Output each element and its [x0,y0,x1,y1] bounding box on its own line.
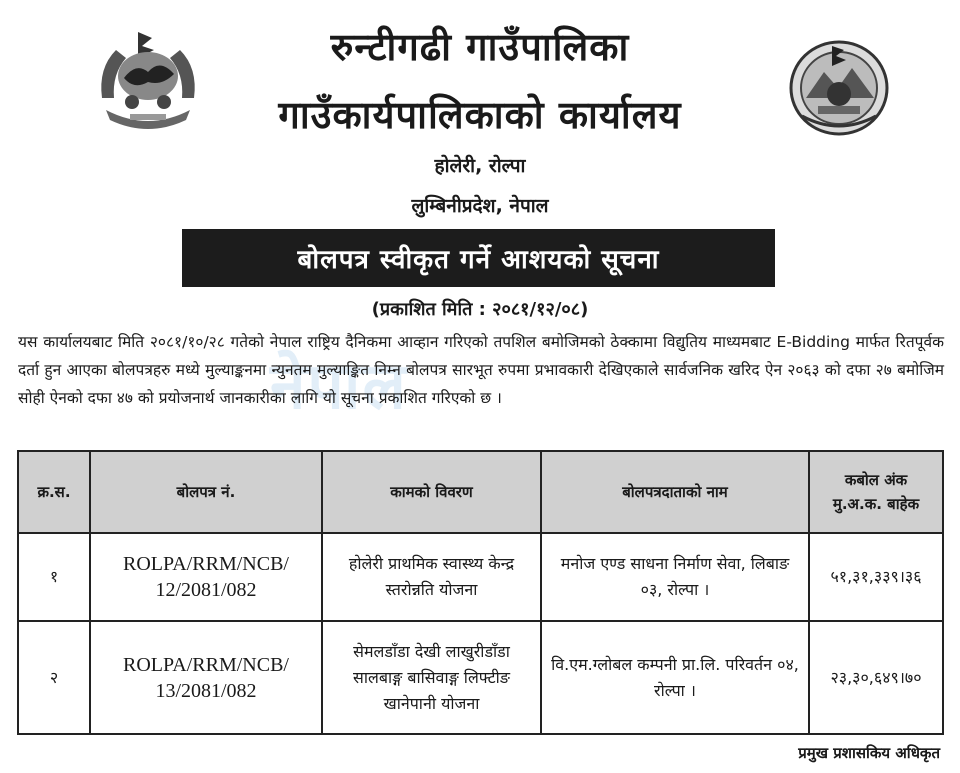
signatory: प्रमुख प्रशासकिय अधिकृत [798,744,940,762]
table-row [18,621,943,734]
cell-bidder: मनोज एण्ड साधना निर्माण सेवा, लिबाङ ०३, रोल्पा । [541,533,809,621]
notice-title-banner [182,229,775,287]
cell-sn: २ [18,621,90,734]
notice-body: यस कार्यालयबाट मिति २०८१/१०/२८ गतेको नेपाल राष्ट्रिय दैनिकमा आव्हान गरिएको तपशिल बमोजिमको ठेक्कामा विद्युतिय माध्यमबाट E-Bidding मार्फत रितपूर्वक दर्ता हुन आएका बोलपत्रहरु मध्ये मुल्याङ्कनमा न्युनतम मुल्याङ्कित निम्न बोलपत्र सारभूत रुपमा प्रभावकारी देखिएकाले सार्वजनिक खरिद ऐन २०६३ को दफा २७ बमोजिम सोही ऐनको दफा ४७ को प्रयोजनार्थ जानकारीका लागि यो सूचना प्रकाशित गरिएको छ । [18,333,944,407]
cell-sn: १ [18,533,90,621]
col-header-sn: क्र.स. [18,451,90,533]
col-header-ref: बोलपत्र नं. [90,451,322,533]
address-line-2: लुम्बिनीप्रदेश, नेपाल [411,195,549,217]
notice-title: बोलपत्र स्वीकृत गर्ने आशयको सूचना [297,245,660,275]
cell-bidder: वि.एम.ग्लोबल कम्पनी प्रा.लि. परिवर्तन ०४, रोल्पा । [541,621,809,734]
published-date: (प्रकाशित मिति : २०८१/१२/०८) [371,299,589,320]
cell-description: सेमलडाँडा देखी लाखुरीडाँडा सालबाङ्ग बासिवाङ्ग लिफ्टीङ खानेपानी योजना [322,621,541,734]
col-header-bidder: बोलपत्रदाताको नाम [541,451,809,533]
watermark: नेपाल [270,350,408,424]
office-name: गाउँकार्यपालिकाको कार्यालय [278,93,682,137]
cell-description: होलेरी प्राथमिक स्वास्थ्य केन्द्र स्तरोन्नति योजना [322,533,541,621]
col-header-description: कामको विवरण [322,451,541,533]
address-line-1: होलेरी, रोल्पा [434,155,526,177]
cell-amount: ५१,३१,३३९।३६ [809,533,943,621]
municipality-name: रुन्टीगढी गाउँपालिका [330,25,630,69]
cell-ref: ROLPA/RRM/NCB/ 13/2081/082 [90,621,322,734]
cell-amount: २३,३०,६४९।७० [809,621,943,734]
col-header-amount: कबोल अंक मु.अ.क. बाहेक [809,451,943,533]
cell-ref: ROLPA/RRM/NCB/ 12/2081/082 [90,533,322,621]
bids-table [17,450,944,735]
table-header-row [18,451,943,533]
table-row [18,533,943,621]
